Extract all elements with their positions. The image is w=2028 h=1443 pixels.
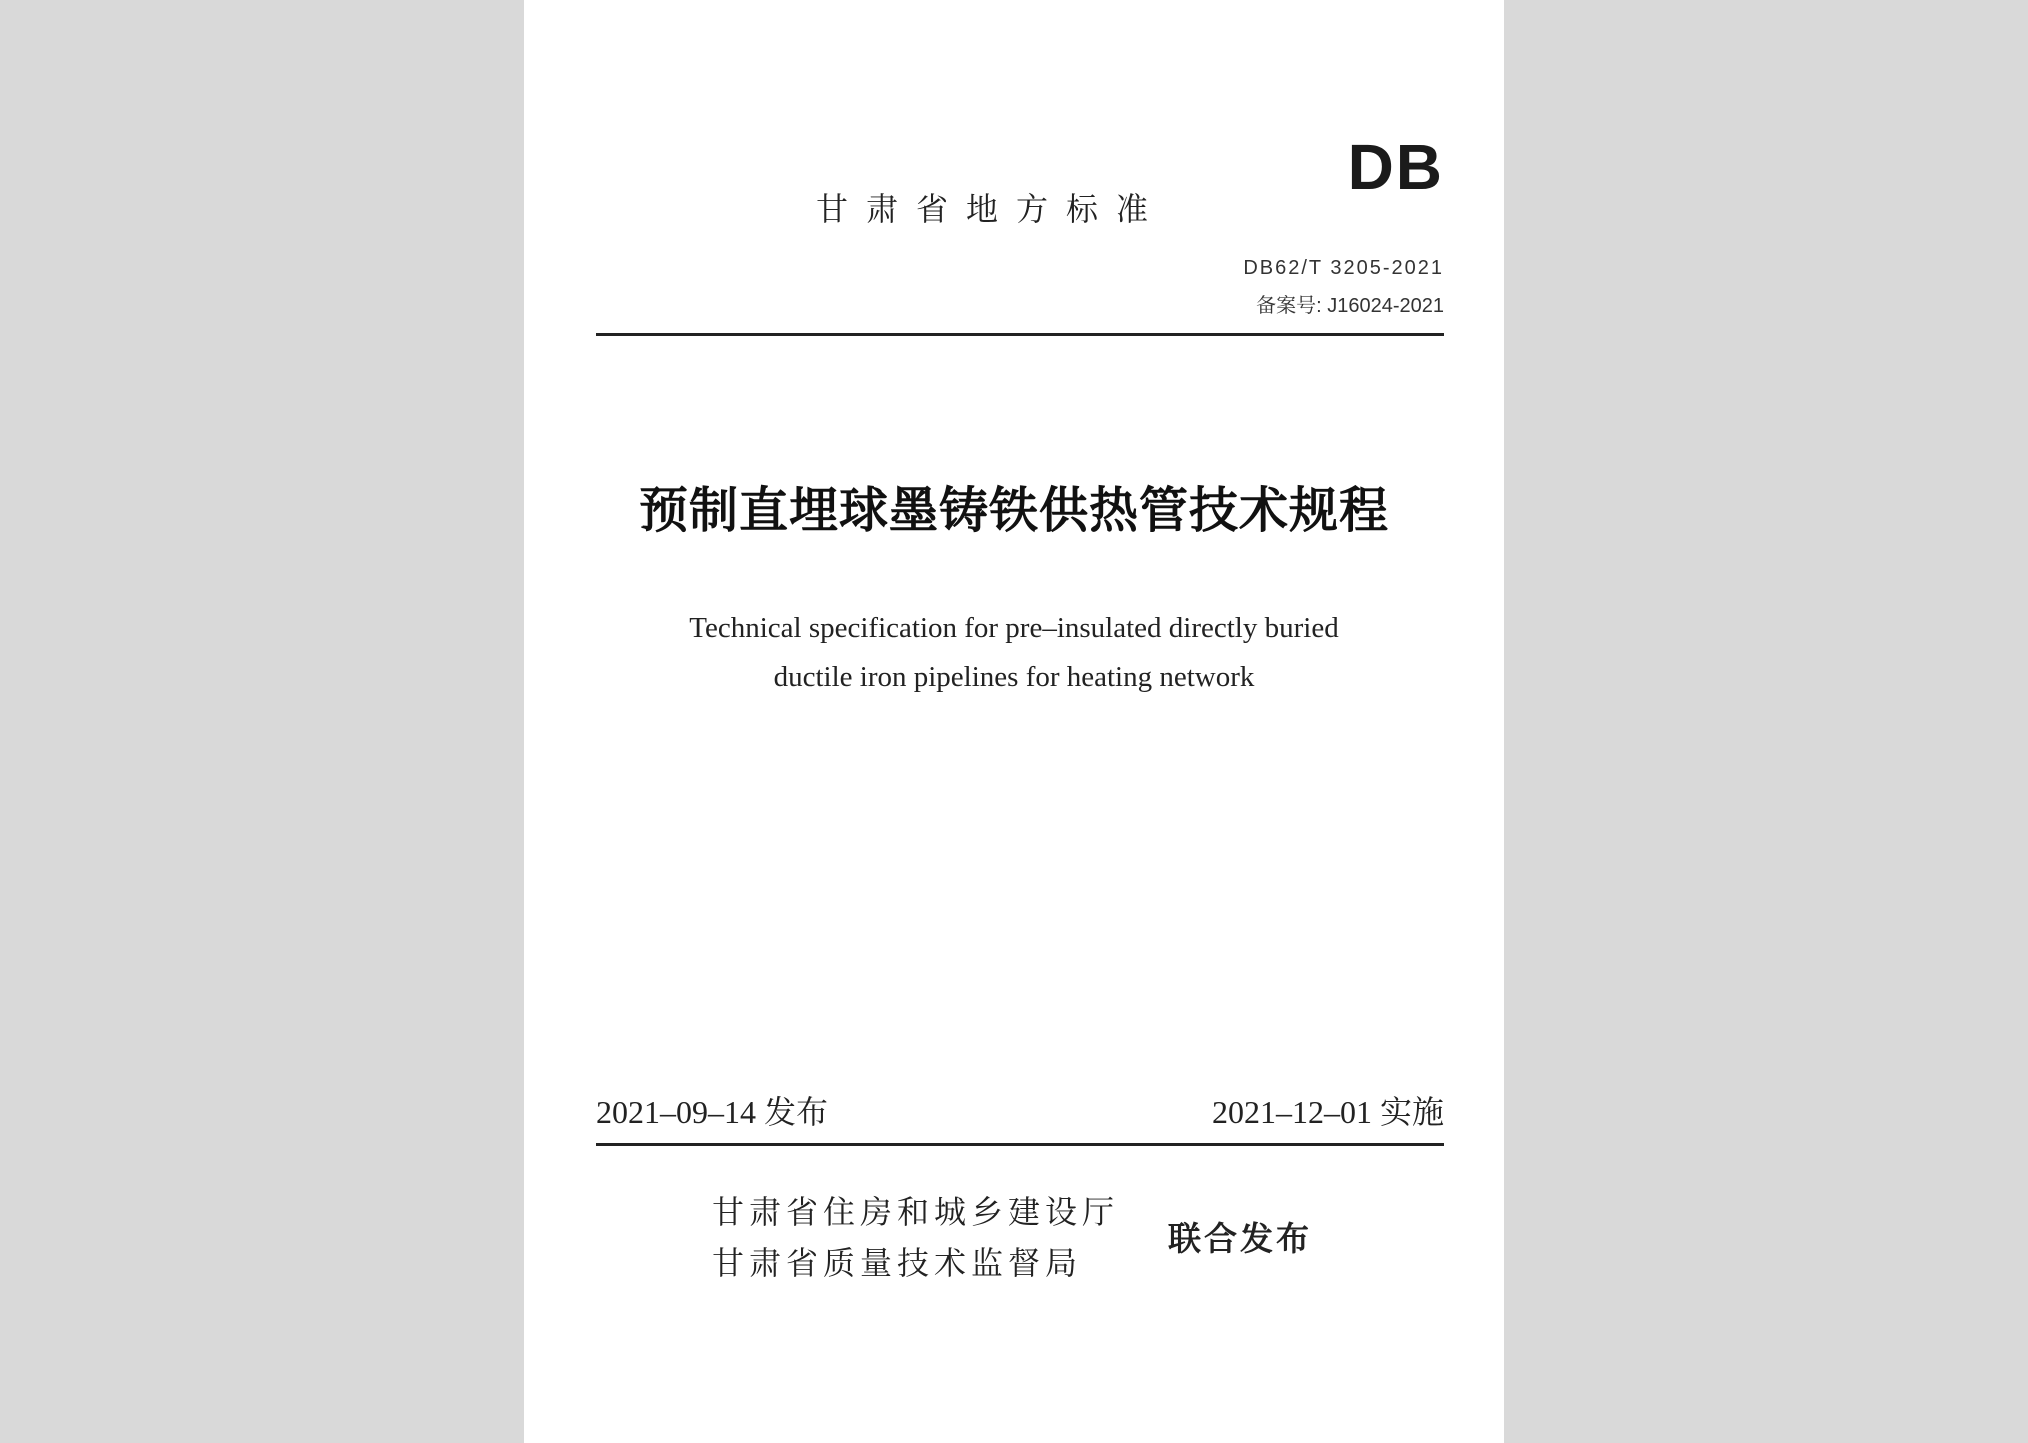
document-title-chinese: 预制直埋球墨铸铁供热管技术规程 xyxy=(638,481,1389,539)
standard-number: DB62/T 3205-2021 xyxy=(1243,257,1444,279)
record-number: 备案号: J16024-2021 xyxy=(1256,295,1444,317)
bottom-divider xyxy=(596,1143,1444,1146)
implementation-date: 2021–12–01 实施 xyxy=(1211,1094,1444,1130)
joint-publication-label: 联合发布 xyxy=(1168,1219,1312,1258)
publisher-housing-department: 甘肃省住房和城乡建设厅 xyxy=(712,1193,1120,1231)
standard-type: 甘肃省地方标准 xyxy=(816,190,1167,228)
document-page xyxy=(524,0,1504,1443)
document-title-english-line1: Technical specification for pre–insulated directly buried xyxy=(689,612,1339,644)
publisher-quality-bureau: 甘肃省质量技术监督局 xyxy=(712,1244,1083,1282)
top-divider xyxy=(596,333,1444,336)
document-title-english-line2: ductile iron pipelines for heating network xyxy=(773,661,1255,693)
issue-date: 2021–09–14 发布 xyxy=(596,1094,829,1130)
db-logo: DB xyxy=(1347,131,1444,203)
